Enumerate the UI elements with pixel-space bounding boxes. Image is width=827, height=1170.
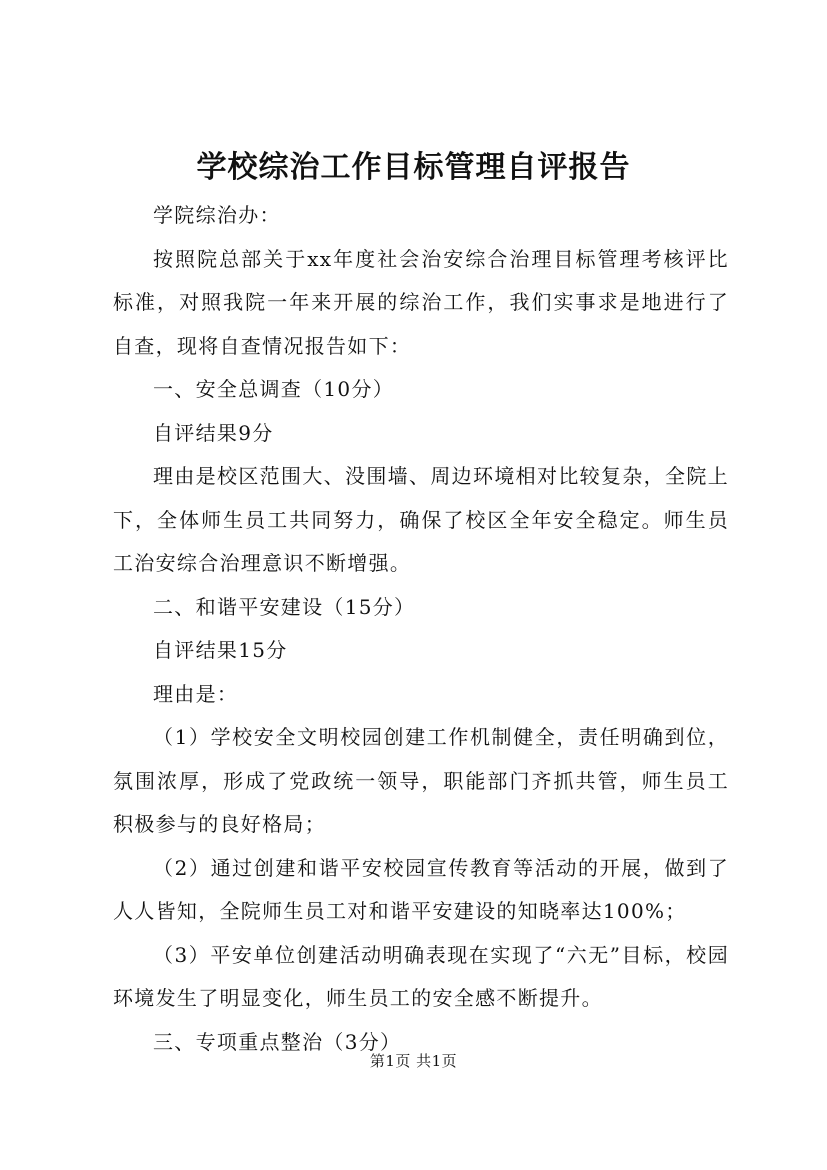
document-body — [113, 194, 729, 1064]
paragraph-salutation: 学院综治办： — [153, 203, 281, 227]
paragraph-score-2: 自评结果15分 — [153, 638, 288, 662]
paragraph-item-1: （1）学校安全文明校园创建工作机制健全，责任明确到位，氛围浓厚，形成了党政统一领导，职能部门齐抓共管，师生员工积极参与的良好格局； — [113, 725, 729, 836]
paragraph-item-3: （3）平安单位创建活动明确表现在实现了“六无”目标，校园环境发生了明显变化，师生员工的安全感不断提升。 — [113, 942, 729, 1010]
paragraph-reason-2-label: 理由是： — [153, 681, 239, 706]
section-heading-1: 一、安全总调查（10分） — [153, 377, 395, 401]
paragraph-item-2: （2）通过创建和谐平安校园宣传教育等活动的开展，做到了人人皆知，全院师生员工对和谐平安建设的知晓率达100%； — [113, 855, 729, 923]
paragraph-intro: 按照院总部关于xx年度社会治安综合治理目标管理考核评比标准，对照我院一年来开展的综治工作，我们实事求是地进行了自查，现将自查情况报告如下： — [113, 246, 729, 358]
document-title: 学校综治工作目标管理自评报告 — [196, 150, 631, 185]
paragraph-reason-1: 理由是校区范围大、没围墙、周边环境相对比较复杂，全院上下，全体师生员工共同努力，确保了校区全年安全稳定。师生员工治安综合治理意识不断增强。 — [113, 464, 729, 575]
paragraph-score-1: 自评结果9分 — [153, 420, 274, 445]
page-footer: 第1页 共1页 — [369, 1052, 458, 1070]
section-heading-2: 二、和谐平安建设（15分） — [153, 594, 416, 619]
section-heading-3: 三、专项重点整治（3分） — [153, 1029, 402, 1054]
